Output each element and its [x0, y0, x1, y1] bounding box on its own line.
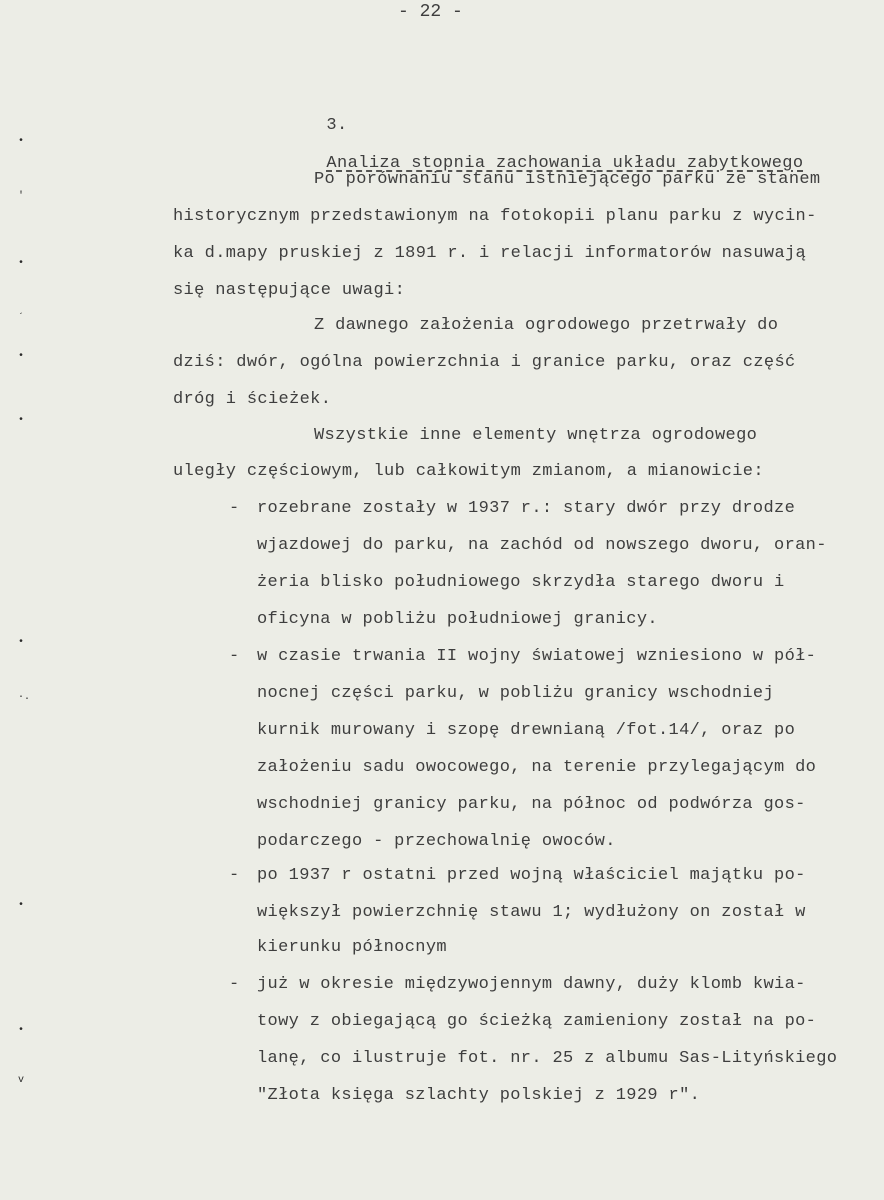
paragraph-line: dróg i ścieżek. [173, 390, 332, 409]
list-item-line: nocnej części parku, w pobliżu granicy wschodniej [257, 684, 775, 703]
list-item-line: towy z obiegającą go ścieżką zamieniony został na po- [257, 1012, 817, 1031]
list-item-line: większył powierzchnię stawu 1; wydłużony on został w [257, 903, 806, 922]
list-item-line: lanę, co ilustruje fot. nr. 25 z albumu Sas-Lityńskiego [257, 1049, 838, 1068]
scan-speck: v [18, 1075, 25, 1086]
paragraph-line: Wszystkie inne elementy wnętrza ogrodowego [314, 426, 758, 445]
scan-speck: • [18, 415, 25, 426]
scan-speck: ' [18, 191, 25, 202]
scan-speck: • [18, 136, 25, 147]
paragraph-line: ka d.mapy pruskiej z 1891 r. i relacji informatorów nasuwają [173, 244, 807, 263]
list-item-line: rozebrane zostały w 1937 r.: stary dwór przy drodze [257, 499, 796, 518]
scan-speck: • [18, 258, 25, 269]
list-item-line: założeniu sadu owocowego, na terenie przylegającym do [257, 758, 817, 777]
scan-speck: • [18, 351, 25, 362]
list-dash: - [229, 499, 240, 518]
section-number: 3. [326, 116, 348, 135]
scan-speck: • [18, 900, 25, 911]
list-dash: - [229, 866, 240, 885]
scan-speck: • [18, 637, 25, 648]
list-item-line: po 1937 r ostatni przed wojną właściciel majątku po- [257, 866, 806, 885]
list-item-line: wjazdowej do parku, na zachód od nowszego dworu, oran- [257, 536, 827, 555]
scan-speck: ·. [18, 692, 31, 703]
paragraph-line: historycznym przedstawionym na fotokopii planu parku z wycin- [173, 207, 817, 226]
list-dash: - [229, 647, 240, 666]
list-item-line: kierunku północnym [257, 938, 447, 957]
list-item-line: wschodniej granicy parku, na północ od podwórza gos- [257, 795, 806, 814]
scan-speck: • [18, 1025, 25, 1036]
page-number: - 22 - [398, 2, 463, 22]
list-item-line: kurnik murowany i szopę drewnianą /fot.14/, oraz po [257, 721, 796, 740]
list-dash: - [229, 975, 240, 994]
paragraph-line: się następujące uwagi: [173, 281, 406, 300]
list-item-line: oficyna w pobliżu południowej granicy. [257, 610, 658, 629]
paragraph-line: Po porównaniu stanu istniejącego parku ze stanem [314, 170, 821, 189]
paragraph-line: uległy częściowym, lub całkowitym zmianom, a mianowicie: [173, 462, 764, 481]
paragraph-line: dziś: dwór, ogólna powierzchnia i granice parku, oraz część [173, 353, 796, 372]
list-item-line: podarczego - przechowalnię owoców. [257, 832, 616, 851]
section-title: Analiza stopnia zachowania układu zabytkowego [326, 154, 804, 173]
list-item-line: w czasie trwania II wojny światowej wzniesiono w pół- [257, 647, 817, 666]
list-item-line: "Złota księga szlachty polskiej z 1929 r". [257, 1086, 701, 1105]
list-item-line: żeria blisko południowego skrzydła starego dworu i [257, 573, 785, 592]
paragraph-line: Z dawnego założenia ogrodowego przetrwały do [314, 316, 779, 335]
list-item-line: już w okresie międzywojennym dawny, duży klomb kwia- [257, 975, 806, 994]
scan-speck: ´ [18, 313, 25, 324]
